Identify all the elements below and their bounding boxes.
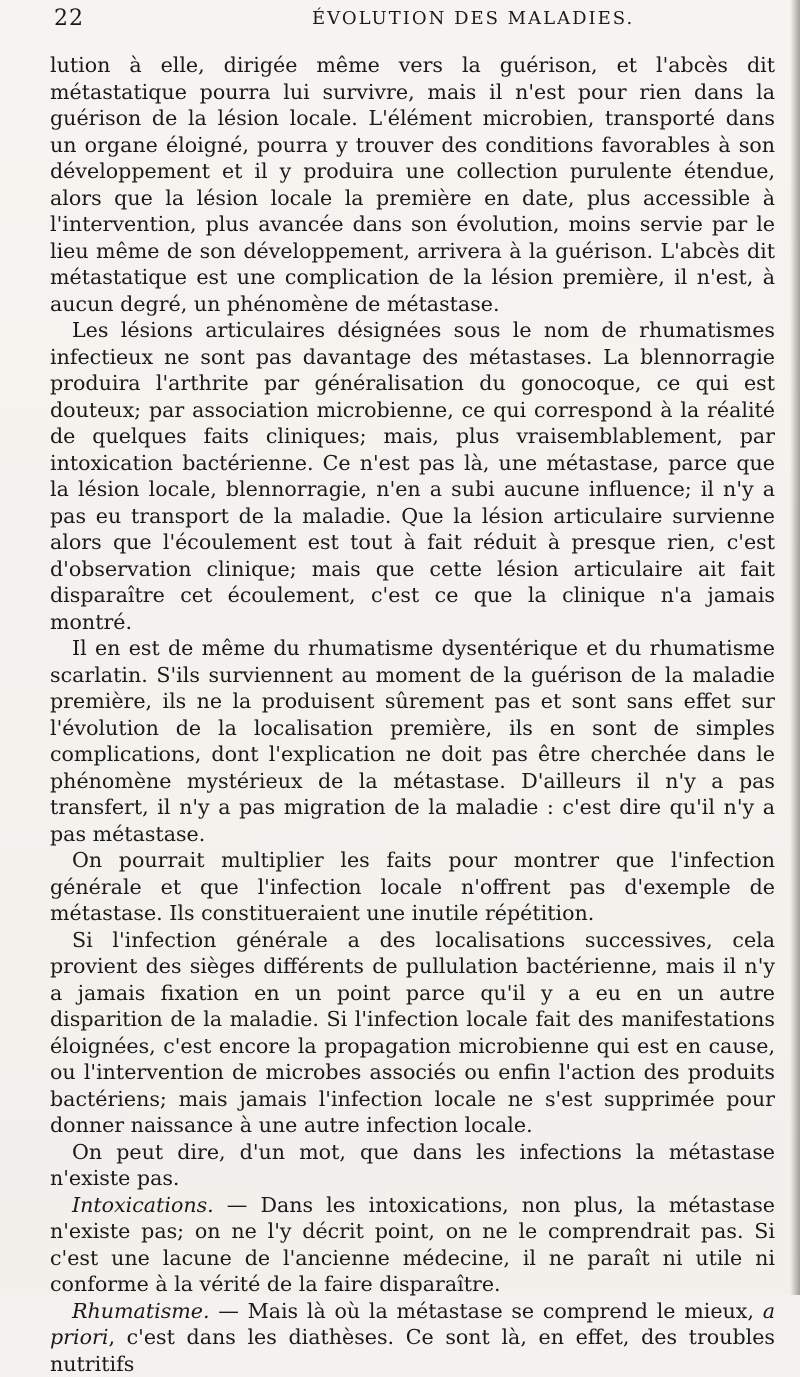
paragraph-intoxications [50, 1192, 775, 1298]
paragraph-text: On peut dire, d'un mot, que dans les infections la métastase n'existe pas. [50, 1140, 775, 1191]
page-edge-shadow [790, 0, 800, 1295]
section-lead-rhumatisme: Rhumatisme. [72, 1299, 210, 1323]
italic-phrase: a priori [50, 1299, 775, 1350]
paragraph-3 [50, 635, 775, 847]
paragraph-2 [50, 317, 775, 635]
paragraph-5 [50, 927, 775, 1139]
paragraph-text: — Mais là où la métastase se comprend le mieux, [210, 1299, 763, 1323]
paragraph-text: — Dans les intoxications, non plus, la métastase n'existe pas; on ne l'y décrit point, on ne le comprendrait pas. Si c'est une lacune de l'ancienne médecine, il ne paraît ni utile ni conforme à la vérité de la faire disparaître. [50, 1193, 775, 1297]
paragraph-1 [50, 52, 775, 317]
paragraph-text-end: , c'est dans les diathèses. Ce sont là, en effet, des troubles nutritifs [50, 1325, 775, 1376]
page-number: 22 [54, 6, 84, 31]
paragraph-text: Il en est de même du rhumatisme dysentérique et du rhumatisme scarlatin. S'ils surviennent au moment de la guérison de la maladie première, ils ne la produisent sûrement pas et sont sans effet sur l'évolution de la localisation première, ils en sont de simples complications, dont l'explication ne doit pas être cherchée dans le phénomène mystérieux de la métastase. D'ailleurs il n'y a pas transfert, il n'y a pas migration de la maladie : c'est dire qu'il n'y a pas métastase. [50, 636, 775, 846]
paragraph-text: Si l'infection générale a des localisations successives, cela provient des sièges différents de pullulation bactérienne, mais il n'y a jamais fixation en un point parce qu'il y a eu en un autre disparition de la maladie. Si l'infection locale fait des manifestations éloignées, c'est encore la propagation microbienne qui est en cause, ou l'intervention de microbes associés ou enfin l'action des produits bactériens; mais jamais l'infection locale ne s'est supprimée pour donner naissance à une autre infection locale. [50, 928, 775, 1138]
paragraph-rhumatisme [50, 1298, 775, 1377]
page-header [54, 0, 774, 38]
section-lead-intoxications: Intoxications. [72, 1193, 214, 1217]
paragraph-4 [50, 847, 775, 927]
paragraph-6 [50, 1139, 775, 1192]
running-head: ÉVOLUTION DES MALADIES. [312, 8, 634, 29]
paragraph-text: On pourrait multiplier les faits pour montrer que l'infection générale et que l'infection locale n'offrent pas d'exemple de métastase. Ils constitueraient une inutile répétition. [50, 848, 775, 925]
paragraph-text: lution à elle, dirigée même vers la guérison, et l'abcès dit métastatique pourra lui survivre, mais il n'est pour rien dans la guérison de la lésion locale. L'élément microbien, transporté dans un organe éloigné, pourra y trouver des conditions favorables à son développement et il y produira une collection purulente étendue, alors que la lésion locale la première en date, plus accessible à l'intervention, plus avancée dans son évolution, moins servie par le lieu même de son développement, arrivera à la guérison. L'abcès dit métastatique est une complication de la lésion première, il n'est, à aucun degré, un phénomène de métastase. [50, 53, 775, 316]
body-text [50, 52, 775, 1290]
paragraph-text: Les lésions articulaires désignées sous le nom de rhumatismes infectieux ne sont pas davantage des métastases. La blennorragie produira l'arthrite par généralisation du gonocoque, ce qui est douteux; par association microbienne, ce qui correspond à la réalité de quelques faits cliniques; mais, plus vraisemblablement, par intoxication bactérienne. Ce n'est pas là, une métastase, parce que la lésion locale, blennorragie, n'en a subi aucune influence; il n'y a pas eu transport de la maladie. Que la lésion articulaire survienne alors que l'écoulement est tout à fait réduit à presque rien, c'est d'observation clinique; mais que cette lésion articulaire ait fait disparaître cet écoulement, c'est ce que la clinique n'a jamais montré. [50, 318, 775, 634]
